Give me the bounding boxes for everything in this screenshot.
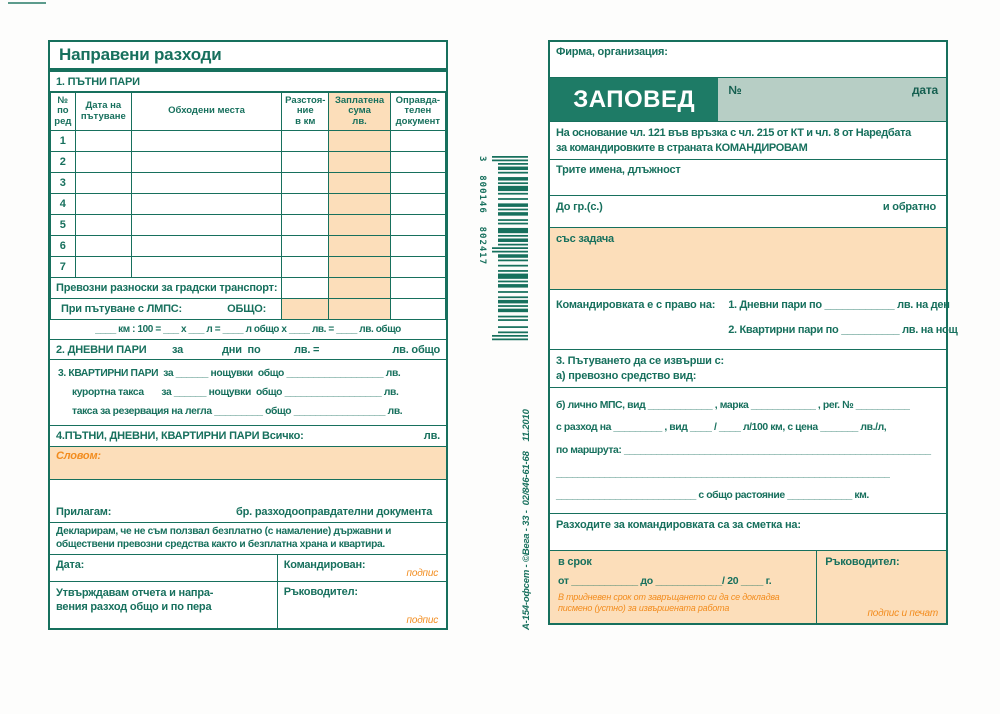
- page-title: Направени разходи: [59, 45, 222, 64]
- cell-empty: [75, 173, 131, 194]
- order-page: [548, 40, 958, 625]
- grand-total-row: [50, 426, 446, 447]
- cell-empty: [282, 236, 329, 257]
- signature-seal-hint: подпис и печат: [867, 608, 938, 619]
- number-label: №: [728, 83, 742, 97]
- printer-imprint: А-154-офсет - ©Вега - 33 - 02/846-61-68 11.2010: [521, 409, 532, 630]
- term-cell: [550, 551, 817, 623]
- cell-paid-sum: [329, 194, 390, 215]
- and-back-label: и обратно: [882, 201, 936, 213]
- cell-empty: [75, 257, 131, 278]
- barcode-digits: 3 800146 802417: [477, 156, 487, 266]
- spacer: [50, 480, 446, 501]
- company-label: Фирма, организация:: [556, 46, 668, 58]
- section-label: 1. ПЪТНИ ПАРИ: [56, 75, 140, 88]
- expense-report-title-box: [48, 40, 448, 70]
- task-box: [550, 228, 946, 290]
- manager-cell: [817, 551, 946, 623]
- cell-paid-sum: [329, 131, 390, 152]
- cell-paid-sum: [329, 215, 390, 236]
- expenses-account-label: Разходите за командировката са за сметка на:: [556, 519, 801, 531]
- cell-empty: [131, 236, 281, 257]
- cell-empty: [282, 194, 329, 215]
- crop-mark: [8, 2, 46, 4]
- row-number: 7: [51, 257, 76, 278]
- expenses-account-row: [550, 514, 946, 551]
- in-words-label: Словом:: [56, 450, 101, 462]
- cell-empty: [75, 131, 131, 152]
- transport-costs-row: [51, 278, 446, 299]
- legal-basis-row: [550, 122, 946, 160]
- cell-empty: [390, 194, 445, 215]
- total-word: Всичко:: [262, 430, 304, 442]
- manager-label: Ръководител:: [825, 556, 900, 568]
- order-title: ЗАПОВЕД: [573, 85, 696, 113]
- daily-money-label: 2. ДНЕВНИ ПАРИ: [56, 343, 147, 356]
- cell-empty: [390, 236, 445, 257]
- resort-tax-line: курортна такса за ______ нощувки общо __________________ лв.: [72, 387, 399, 398]
- col-header-proof-document: Оправда- телен документ: [390, 93, 445, 131]
- cell-total-distance: [282, 299, 329, 320]
- table-row: [51, 236, 446, 257]
- cell-empty: [390, 257, 445, 278]
- cell-empty: [75, 194, 131, 215]
- declaration-row: [50, 523, 446, 555]
- row-number: 4: [51, 194, 76, 215]
- from-to-line: от ____________ до ____________/ 20 ____ г.: [558, 575, 772, 587]
- lmps-label: При пътуване с ЛМПС:: [61, 303, 183, 315]
- col-header-row-number: № по ред: [51, 93, 76, 131]
- table-row: [51, 194, 446, 215]
- col-header-distance-km: Разстоя- ние в км: [282, 93, 329, 131]
- cell-empty: [75, 215, 131, 236]
- order-banner: [550, 78, 946, 122]
- cell-empty: [282, 278, 329, 299]
- fuel-formula-row: [50, 320, 446, 340]
- cell-paid-sum: [329, 236, 390, 257]
- col-header-paid-sum: Заплатена сума лв.: [329, 93, 390, 131]
- assignee-label: Командирован:: [283, 559, 366, 571]
- daily-allowance-line: 1. Дневни пари по ____________ лв. на ден: [728, 299, 950, 311]
- cell-empty: [131, 215, 281, 236]
- col-header-places-visited: Обходени места: [131, 93, 281, 131]
- cell-empty: [390, 215, 445, 236]
- consumption-line: с разход на _________ , вид ____ / ____ л/100 км, с цена _______ лв./л,: [556, 422, 887, 434]
- personal-vehicle-block: [550, 388, 946, 514]
- travel-means-row: [550, 350, 946, 388]
- date-label: дата: [911, 83, 938, 97]
- date-cell: [50, 555, 278, 581]
- cell-empty: [282, 173, 329, 194]
- attachments-row: [50, 501, 446, 523]
- cell-empty: [131, 194, 281, 215]
- barcode: [478, 156, 528, 342]
- travel-expenses-table: [50, 92, 446, 320]
- date-signature-row: [50, 555, 446, 582]
- cell-empty: [131, 257, 281, 278]
- lodging-money-block: [50, 360, 446, 426]
- daily-total-label: лв. общо: [392, 343, 440, 356]
- cell-empty: [282, 131, 329, 152]
- table-row: [51, 131, 446, 152]
- task-label: със задача: [556, 233, 614, 245]
- lv-label: лв.: [423, 430, 440, 442]
- legal-basis-text: На основание чл. 121 във връзка с чл. 215 от КТ и чл. 8 от Наредбата за командировките в страната КОМАНДИРОВАМ: [556, 127, 911, 154]
- row-number: 3: [51, 173, 76, 194]
- table-row: [51, 257, 446, 278]
- grand-total-label: 4.ПЪТНИ, ДНЕВНИ, КВАРТИРНИ ПАРИ: [56, 430, 260, 442]
- cell-empty: [390, 131, 445, 152]
- barcode-bars: [492, 156, 528, 342]
- allowance-row: [550, 290, 958, 350]
- manager-cell: [278, 582, 446, 628]
- total-distance-line: __________________________ с общо растояние ____________ км.: [556, 490, 869, 502]
- signature-hint: подпис: [406, 568, 438, 579]
- assignee-cell: [278, 555, 446, 581]
- reservation-fee-line: такса за резервация на легла _________ общо _________________ лв.: [72, 406, 403, 417]
- cell-paid-sum: [329, 152, 390, 173]
- total-label: ОБЩО:: [227, 303, 267, 315]
- cell-empty: [282, 215, 329, 236]
- cell-empty: [390, 299, 445, 320]
- attach-docs-label: бр. разходооправдателни документа: [236, 505, 433, 518]
- term-signature-row: [550, 551, 946, 623]
- cell-paid-sum: [329, 278, 390, 299]
- approval-row: [50, 582, 446, 628]
- names-label: Трите имена, длъжност: [556, 164, 681, 176]
- row-number: 2: [51, 152, 76, 173]
- declaration-text: Декларирам, че не съм ползвал безплатно (с намаление) държавни и обществени превозни средства както и безплатна храна и квартира.: [56, 525, 392, 550]
- table-row: [51, 173, 446, 194]
- destination-label: До гр.(с.): [556, 201, 603, 213]
- row-number: 1: [51, 131, 76, 152]
- cell-paid-sum: [329, 173, 390, 194]
- order-number-strip: [718, 78, 946, 121]
- row-number: 6: [51, 236, 76, 257]
- amount-in-words-box: [50, 447, 446, 480]
- vehicle-line: б) лично МПС, вид ____________ , марка ____________ , рег. № __________: [556, 399, 910, 411]
- table-row: [51, 152, 446, 173]
- daily-for-label: за: [172, 343, 184, 356]
- cell-empty: [75, 236, 131, 257]
- cell-empty: [390, 152, 445, 173]
- daily-lv-label: лв. =: [294, 343, 320, 356]
- cell-total-sum: [329, 299, 390, 320]
- cell-empty: [131, 131, 281, 152]
- destination-row: [550, 196, 946, 228]
- attach-label: Прилагам:: [56, 505, 112, 518]
- col-header-travel-date: Дата на пътуване: [75, 93, 131, 131]
- lmps-cell: [51, 299, 282, 320]
- row-number: 5: [51, 215, 76, 236]
- cell-empty: [390, 278, 445, 299]
- daily-days-label: дни по: [222, 343, 261, 356]
- cell-empty: [75, 152, 131, 173]
- cell-paid-sum: [329, 257, 390, 278]
- travel-means-text: 3. Пътуването да се извърши с: а) превозно средство вид:: [556, 354, 724, 382]
- approval-text: Утвърждавам отчета и напра- вения разход общо и по пера: [56, 587, 214, 614]
- term-label: в срок: [558, 556, 592, 568]
- fuel-formula-text: ____ км : 100 = ___ х ___ л = ____ л общо х ____ лв. = ____ лв. общо: [95, 324, 401, 335]
- transport-costs-label: Превозни разноски за градски транспорт:: [51, 278, 282, 299]
- cell-empty: [282, 152, 329, 173]
- expense-report-page: [48, 70, 448, 630]
- section-travel-money: [50, 72, 446, 92]
- cell-empty: [390, 173, 445, 194]
- allowance-label: Командировката е с право на:: [556, 299, 716, 311]
- cell-empty: [131, 152, 281, 173]
- lodging-line: 3. КВАРТИРНИ ПАРИ за ______ нощувки общо __________________ лв.: [58, 368, 401, 379]
- cell-empty: [282, 257, 329, 278]
- route-blank-line: ______________________________________________________________: [556, 467, 890, 479]
- date-label: Дата:: [56, 559, 85, 571]
- lmps-total-row: [51, 299, 446, 320]
- cell-empty: [131, 173, 281, 194]
- company-row: [550, 42, 946, 78]
- lodging-allowance-line: 2. Квартирни пари по __________ лв. на нощ: [728, 324, 958, 336]
- signature-hint: подпис: [406, 615, 438, 626]
- daily-money-row: [50, 340, 446, 360]
- report-note: В тридневен срок от завръщането си да се докладва писмено (устно) за извършената работа: [558, 592, 780, 614]
- table-header-row: [51, 93, 446, 131]
- approval-cell: [50, 582, 278, 628]
- manager-label: Ръководител:: [283, 586, 358, 598]
- order-title-block: [550, 78, 718, 121]
- route-line: по маршрута: _________________________________________________________: [556, 444, 931, 456]
- names-row: [550, 160, 946, 196]
- table-row: [51, 215, 446, 236]
